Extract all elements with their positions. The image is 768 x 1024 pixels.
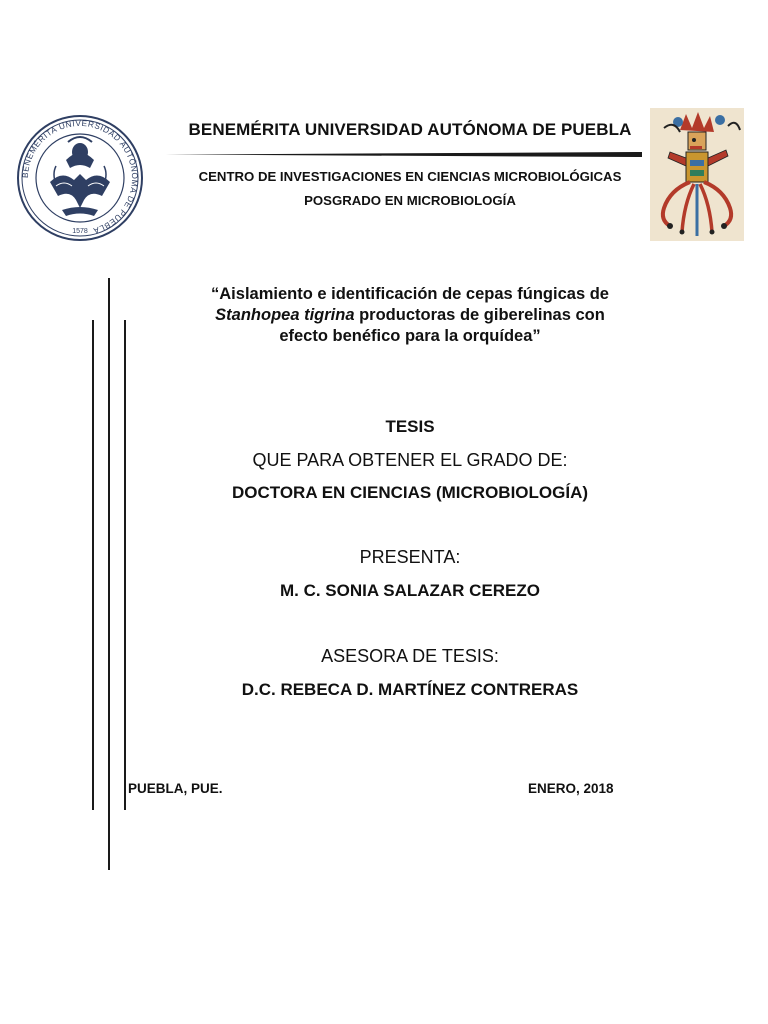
degree-name: DOCTORA EN CIENCIAS (MICROBIOLOGÍA) xyxy=(231,483,589,502)
university-seal-icon xyxy=(16,112,144,244)
thesis-title xyxy=(160,284,660,347)
place: PUEBLA, PUE. xyxy=(128,781,223,796)
research-center-name: CENTRO DE INVESTIGACIONES EN CIENCIAS MICROBIOLÓGICAS xyxy=(198,169,622,184)
university-name: BENEMÉRITA UNIVERSIDAD AUTÓNOMA DE PUEBLA xyxy=(188,120,632,139)
thesis-title-line-3: efecto benéfico para la orquídea” xyxy=(279,327,541,345)
seal-year: 1578 xyxy=(72,228,88,235)
author-name: M. C. SONIA SALAZAR CEREZO xyxy=(279,581,541,600)
codex-deity-icon xyxy=(650,108,744,241)
presenter-label: PRESENTA: xyxy=(359,547,461,567)
advisor-name: D.C. REBECA D. MARTÍNEZ CONTRERAS xyxy=(241,680,579,699)
header-divider xyxy=(165,152,642,157)
date: ENERO, 2018 xyxy=(528,781,614,796)
thesis-title-line-2-rest: productoras de giberelinas con xyxy=(354,306,605,324)
decorative-vertical-line xyxy=(92,320,94,810)
species-name: Stanhopea tigrina xyxy=(215,306,355,324)
program-name: POSGRADO EN MICROBIOLOGÍA xyxy=(304,193,516,208)
thesis-title-line-1: “Aislamiento e identificación de cepas fúngicas de xyxy=(211,285,609,303)
thesis-title-line-2 xyxy=(160,305,660,326)
degree-prefix: QUE PARA OBTENER EL GRADO DE: xyxy=(252,450,568,470)
decorative-vertical-line xyxy=(108,278,110,870)
seal-ring-text: BENEMÉRITA UNIVERSIDAD AUTÓNOMA DE PUEBLA xyxy=(20,118,140,236)
advisor-label: ASESORA DE TESIS: xyxy=(321,646,499,666)
decorative-vertical-line xyxy=(124,320,126,810)
document-type: TESIS xyxy=(385,417,435,436)
